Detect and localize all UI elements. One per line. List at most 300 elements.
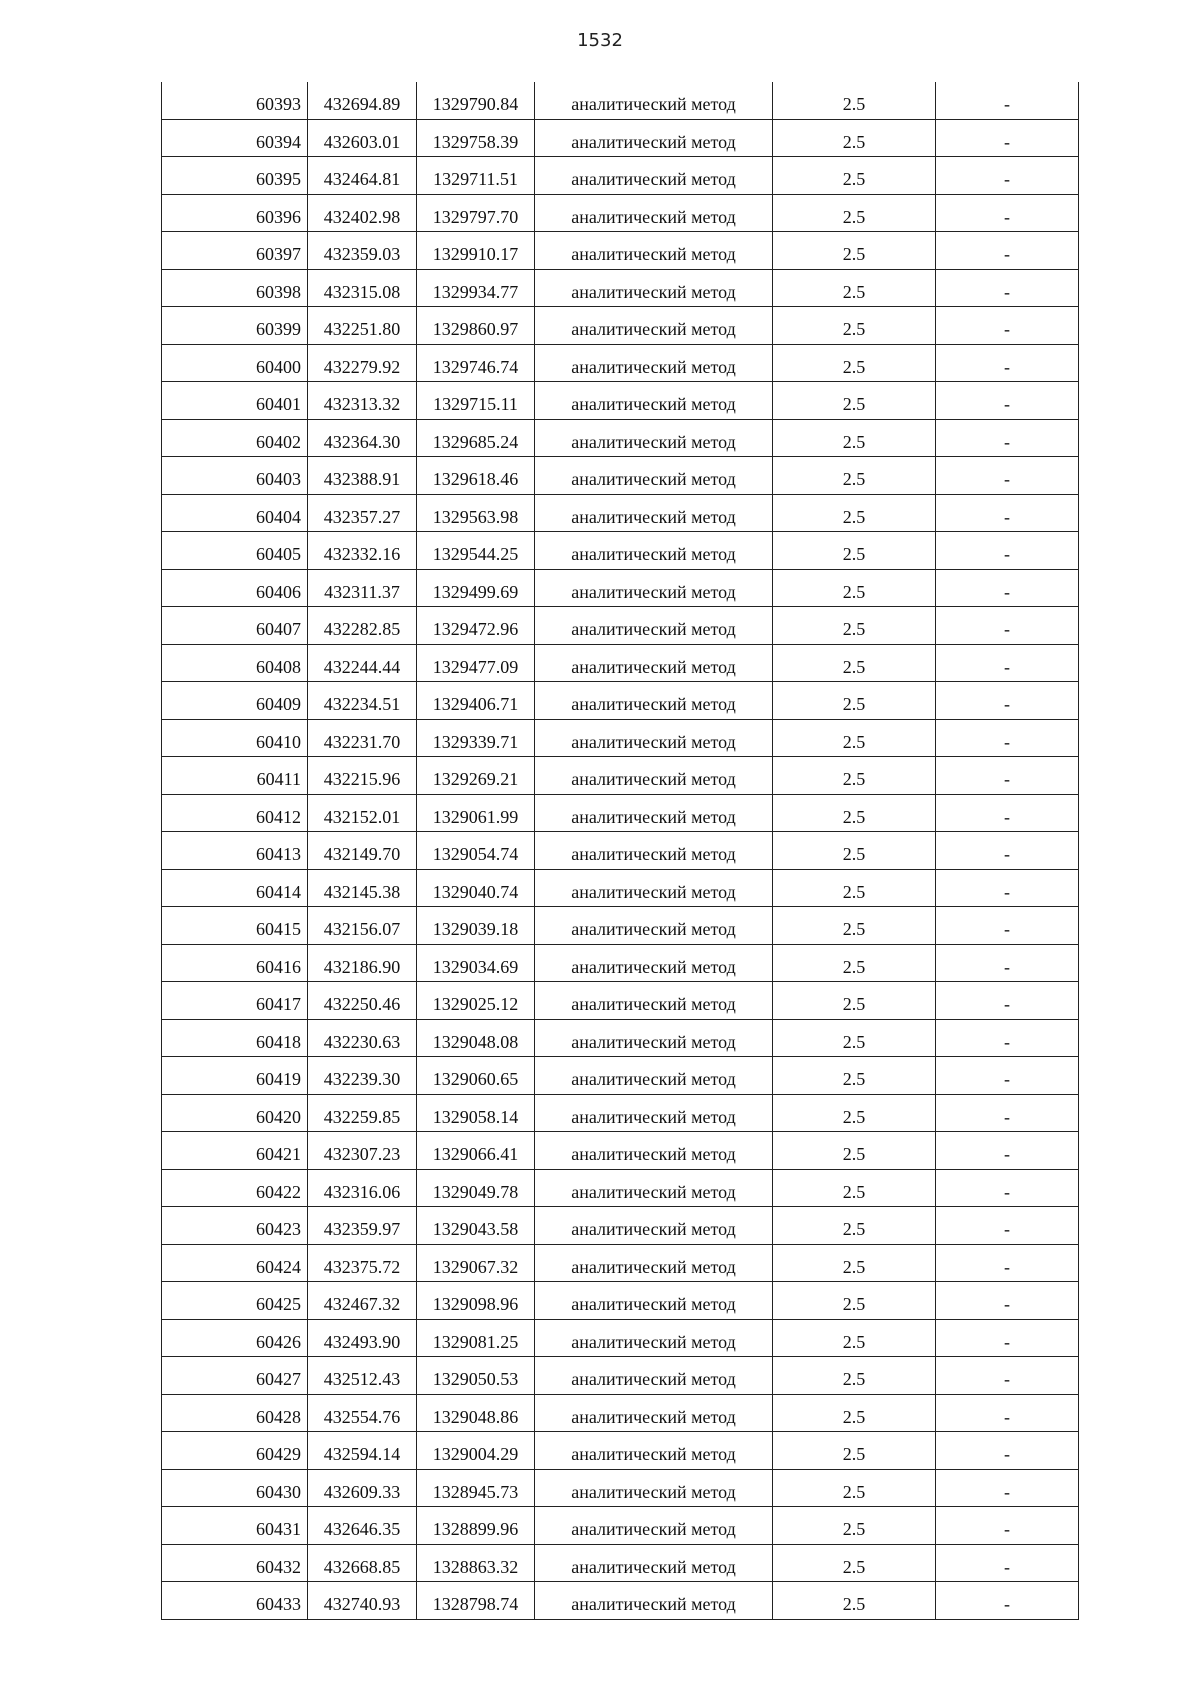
accuracy-cell xyxy=(773,1244,936,1282)
x-coordinate-cell-text: 432554.76 xyxy=(323,1406,401,1427)
point-number-cell-text: 60405 xyxy=(256,544,301,565)
table-row xyxy=(162,1282,1079,1320)
note-cell-text: - xyxy=(1004,206,1010,227)
method-cell-text: аналитический метод xyxy=(571,1519,736,1540)
x-coordinate-cell-text: 432609.33 xyxy=(323,1481,401,1502)
y-coordinate-cell-text: 1329715.11 xyxy=(433,394,518,415)
method-cell xyxy=(535,1357,773,1395)
note-cell-text: - xyxy=(1004,1181,1010,1202)
method-cell xyxy=(535,1282,773,1320)
note-cell-text: - xyxy=(1004,1031,1010,1052)
x-coordinate-cell xyxy=(308,1319,417,1357)
y-coordinate-cell xyxy=(417,232,535,270)
point-number-cell-text: 60414 xyxy=(256,881,301,902)
note-cell-text: - xyxy=(1004,806,1010,827)
note-cell-text: - xyxy=(1004,1556,1010,1577)
method-cell xyxy=(535,569,773,607)
y-coordinate-cell xyxy=(417,1582,535,1620)
x-coordinate-cell-text: 432332.16 xyxy=(323,544,401,565)
x-coordinate-cell xyxy=(308,682,417,720)
y-coordinate-cell-text: 1329058.14 xyxy=(432,1106,519,1127)
note-cell-text: - xyxy=(1004,394,1010,415)
y-coordinate-cell-text: 1329499.69 xyxy=(432,581,519,602)
point-number-cell-text: 60407 xyxy=(256,619,301,640)
method-cell xyxy=(535,1019,773,1057)
accuracy-cell xyxy=(773,1057,936,1095)
accuracy-cell xyxy=(773,869,936,907)
y-coordinate-cell xyxy=(417,794,535,832)
point-number-cell-text: 60393 xyxy=(256,94,301,115)
x-coordinate-cell xyxy=(308,1094,417,1132)
x-coordinate-cell-text: 432316.06 xyxy=(323,1181,401,1202)
note-cell xyxy=(936,682,1079,720)
method-cell xyxy=(535,382,773,420)
accuracy-cell xyxy=(773,1544,936,1582)
x-coordinate-cell-text: 432145.38 xyxy=(323,881,401,902)
method-cell-text: аналитический метод xyxy=(571,844,736,865)
note-cell-text: - xyxy=(1004,844,1010,865)
method-cell xyxy=(535,307,773,345)
x-coordinate-cell-text: 432231.70 xyxy=(323,731,401,752)
method-cell xyxy=(535,1544,773,1582)
note-cell-text: - xyxy=(1004,1331,1010,1352)
point-number-cell xyxy=(162,1507,308,1545)
point-number-cell-text: 60406 xyxy=(256,581,301,602)
table-row xyxy=(162,757,1079,795)
x-coordinate-cell xyxy=(308,1244,417,1282)
accuracy-cell-text: 2.5 xyxy=(842,994,866,1015)
accuracy-cell-text: 2.5 xyxy=(842,731,866,752)
table-row xyxy=(162,82,1079,119)
y-coordinate-cell xyxy=(417,1319,535,1357)
x-coordinate-cell xyxy=(308,232,417,270)
method-cell xyxy=(535,82,773,119)
x-coordinate-cell xyxy=(308,1357,417,1395)
point-number-cell xyxy=(162,1132,308,1170)
y-coordinate-cell xyxy=(417,982,535,1020)
accuracy-cell-text: 2.5 xyxy=(842,656,866,677)
x-coordinate-cell xyxy=(308,419,417,457)
x-coordinate-cell-text: 432594.14 xyxy=(323,1444,401,1465)
accuracy-cell xyxy=(773,82,936,119)
method-cell-text: аналитический метод xyxy=(571,881,736,902)
method-cell xyxy=(535,269,773,307)
y-coordinate-cell-text: 1329860.97 xyxy=(432,319,519,340)
y-coordinate-cell-text: 1329043.58 xyxy=(432,1219,519,1240)
y-coordinate-cell-text: 1329004.29 xyxy=(432,1444,519,1465)
point-number-cell xyxy=(162,494,308,532)
note-cell xyxy=(936,1394,1079,1432)
point-number-cell-text: 60400 xyxy=(256,356,301,377)
note-cell-text: - xyxy=(1004,1594,1010,1615)
method-cell xyxy=(535,1094,773,1132)
x-coordinate-cell-text: 432313.32 xyxy=(323,394,401,415)
method-cell-text: аналитический метод xyxy=(571,281,736,302)
y-coordinate-cell-text: 1328945.73 xyxy=(432,1481,519,1502)
note-cell xyxy=(936,532,1079,570)
note-cell xyxy=(936,1544,1079,1582)
accuracy-cell-text: 2.5 xyxy=(842,244,866,265)
point-number-cell xyxy=(162,194,308,232)
x-coordinate-cell-text: 432152.01 xyxy=(323,806,401,827)
method-cell-text: аналитический метод xyxy=(571,1444,736,1465)
method-cell-text: аналитический метод xyxy=(571,1369,736,1390)
x-coordinate-cell xyxy=(308,1169,417,1207)
accuracy-cell xyxy=(773,1207,936,1245)
accuracy-cell xyxy=(773,1469,936,1507)
table-row xyxy=(162,1582,1079,1620)
note-cell-text: - xyxy=(1004,1106,1010,1127)
method-cell-text: аналитический метод xyxy=(571,206,736,227)
point-number-cell xyxy=(162,907,308,945)
point-number-cell-text: 60412 xyxy=(256,806,301,827)
table-row xyxy=(162,569,1079,607)
accuracy-cell xyxy=(773,1169,936,1207)
y-coordinate-cell xyxy=(417,682,535,720)
method-cell xyxy=(535,1057,773,1095)
point-number-cell-text: 60424 xyxy=(256,1256,301,1277)
point-number-cell-text: 60404 xyxy=(256,506,301,527)
x-coordinate-cell xyxy=(308,457,417,495)
y-coordinate-cell-text: 1329797.70 xyxy=(432,206,519,227)
x-coordinate-cell xyxy=(308,607,417,645)
point-number-cell xyxy=(162,157,308,195)
accuracy-cell xyxy=(773,1132,936,1170)
point-number-cell xyxy=(162,1169,308,1207)
x-coordinate-cell xyxy=(308,1507,417,1545)
note-cell xyxy=(936,1582,1079,1620)
y-coordinate-cell xyxy=(417,1282,535,1320)
x-coordinate-cell-text: 432282.85 xyxy=(323,619,401,640)
x-coordinate-cell-text: 432230.63 xyxy=(323,1031,401,1052)
note-cell-text: - xyxy=(1004,544,1010,565)
point-number-cell xyxy=(162,1207,308,1245)
x-coordinate-cell-text: 432512.43 xyxy=(323,1369,401,1390)
y-coordinate-cell-text: 1329563.98 xyxy=(432,506,519,527)
note-cell xyxy=(936,607,1079,645)
point-number-cell xyxy=(162,457,308,495)
point-number-cell-text: 60433 xyxy=(256,1594,301,1615)
y-coordinate-cell-text: 1329544.25 xyxy=(432,544,519,565)
point-number-cell xyxy=(162,1357,308,1395)
x-coordinate-cell-text: 432234.51 xyxy=(323,694,401,715)
accuracy-cell-text: 2.5 xyxy=(842,1444,866,1465)
method-cell xyxy=(535,682,773,720)
y-coordinate-cell xyxy=(417,1094,535,1132)
note-cell-text: - xyxy=(1004,619,1010,640)
note-cell-text: - xyxy=(1004,1369,1010,1390)
x-coordinate-cell xyxy=(308,757,417,795)
method-cell xyxy=(535,494,773,532)
table-row xyxy=(162,1019,1079,1057)
y-coordinate-cell-text: 1329790.84 xyxy=(432,94,519,115)
method-cell-text: аналитический метод xyxy=(571,169,736,190)
accuracy-cell-text: 2.5 xyxy=(842,1481,866,1502)
point-number-cell xyxy=(162,682,308,720)
method-cell-text: аналитический метод xyxy=(571,619,736,640)
note-cell-text: - xyxy=(1004,169,1010,190)
point-number-cell xyxy=(162,569,308,607)
table-body xyxy=(162,82,1079,1619)
y-coordinate-cell xyxy=(417,269,535,307)
note-cell-text: - xyxy=(1004,769,1010,790)
note-cell xyxy=(936,1132,1079,1170)
x-coordinate-cell xyxy=(308,1207,417,1245)
y-coordinate-cell xyxy=(417,1469,535,1507)
method-cell xyxy=(535,1582,773,1620)
y-coordinate-cell xyxy=(417,1169,535,1207)
y-coordinate-cell-text: 1329711.51 xyxy=(433,169,518,190)
note-cell-text: - xyxy=(1004,281,1010,302)
point-number-cell xyxy=(162,382,308,420)
note-cell xyxy=(936,232,1079,270)
x-coordinate-cell-text: 432244.44 xyxy=(323,656,401,677)
table-row xyxy=(162,719,1079,757)
method-cell-text: аналитический метод xyxy=(571,806,736,827)
method-cell xyxy=(535,1394,773,1432)
table-row xyxy=(162,982,1079,1020)
note-cell xyxy=(936,307,1079,345)
accuracy-cell xyxy=(773,344,936,382)
y-coordinate-cell xyxy=(417,157,535,195)
point-number-cell xyxy=(162,1282,308,1320)
method-cell xyxy=(535,119,773,157)
method-cell-text: аналитический метод xyxy=(571,94,736,115)
table-row xyxy=(162,644,1079,682)
note-cell-text: - xyxy=(1004,356,1010,377)
y-coordinate-cell-text: 1329098.96 xyxy=(432,1294,519,1315)
y-coordinate-cell xyxy=(417,1019,535,1057)
coordinates-table xyxy=(161,82,1079,1620)
table-row xyxy=(162,194,1079,232)
x-coordinate-cell-text: 432388.91 xyxy=(323,469,401,490)
method-cell-text: аналитический метод xyxy=(571,1331,736,1352)
accuracy-cell-text: 2.5 xyxy=(842,1331,866,1352)
method-cell-text: аналитический метод xyxy=(571,1256,736,1277)
table-row xyxy=(162,869,1079,907)
point-number-cell xyxy=(162,832,308,870)
x-coordinate-cell xyxy=(308,532,417,570)
point-number-cell-text: 60396 xyxy=(256,206,301,227)
accuracy-cell-text: 2.5 xyxy=(842,1519,866,1540)
accuracy-cell-text: 2.5 xyxy=(842,881,866,902)
accuracy-cell xyxy=(773,832,936,870)
x-coordinate-cell-text: 432250.46 xyxy=(323,994,401,1015)
method-cell-text: аналитический метод xyxy=(571,1556,736,1577)
point-number-cell-text: 60395 xyxy=(256,169,301,190)
accuracy-cell xyxy=(773,569,936,607)
point-number-cell xyxy=(162,269,308,307)
point-number-cell-text: 60399 xyxy=(256,319,301,340)
point-number-cell-text: 60429 xyxy=(256,1444,301,1465)
x-coordinate-cell-text: 432464.81 xyxy=(323,169,401,190)
accuracy-cell-text: 2.5 xyxy=(842,206,866,227)
note-cell-text: - xyxy=(1004,919,1010,940)
table-row xyxy=(162,1319,1079,1357)
y-coordinate-cell xyxy=(417,719,535,757)
y-coordinate-cell-text: 1329339.71 xyxy=(432,731,519,752)
point-number-cell xyxy=(162,1019,308,1057)
point-number-cell-text: 60432 xyxy=(256,1556,301,1577)
y-coordinate-cell xyxy=(417,1357,535,1395)
x-coordinate-cell-text: 432279.92 xyxy=(323,356,401,377)
x-coordinate-cell-text: 432259.85 xyxy=(323,1106,401,1127)
y-coordinate-cell-text: 1329758.39 xyxy=(432,131,519,152)
x-coordinate-cell xyxy=(308,1394,417,1432)
note-cell xyxy=(936,869,1079,907)
point-number-cell xyxy=(162,757,308,795)
table-row xyxy=(162,682,1079,720)
x-coordinate-cell-text: 432357.27 xyxy=(323,506,401,527)
point-number-cell-text: 60426 xyxy=(256,1331,301,1352)
table-row xyxy=(162,1094,1079,1132)
x-coordinate-cell-text: 432186.90 xyxy=(323,956,401,977)
accuracy-cell xyxy=(773,682,936,720)
y-coordinate-cell xyxy=(417,419,535,457)
note-cell-text: - xyxy=(1004,1519,1010,1540)
y-coordinate-cell xyxy=(417,344,535,382)
note-cell-text: - xyxy=(1004,1444,1010,1465)
point-number-cell-text: 60411 xyxy=(256,769,301,790)
method-cell xyxy=(535,982,773,1020)
point-number-cell-text: 60401 xyxy=(256,394,301,415)
accuracy-cell xyxy=(773,119,936,157)
accuracy-cell xyxy=(773,1507,936,1545)
x-coordinate-cell-text: 432359.03 xyxy=(323,244,401,265)
method-cell xyxy=(535,1507,773,1545)
table-row xyxy=(162,232,1079,270)
method-cell-text: аналитический метод xyxy=(571,319,736,340)
x-coordinate-cell xyxy=(308,494,417,532)
method-cell-text: аналитический метод xyxy=(571,1181,736,1202)
table-row xyxy=(162,794,1079,832)
accuracy-cell xyxy=(773,269,936,307)
note-cell xyxy=(936,382,1079,420)
accuracy-cell-text: 2.5 xyxy=(842,769,866,790)
method-cell-text: аналитический метод xyxy=(571,769,736,790)
point-number-cell xyxy=(162,82,308,119)
y-coordinate-cell-text: 1329054.74 xyxy=(432,844,519,865)
accuracy-cell xyxy=(773,1582,936,1620)
accuracy-cell-text: 2.5 xyxy=(842,694,866,715)
note-cell xyxy=(936,1057,1079,1095)
y-coordinate-cell-text: 1329067.32 xyxy=(432,1256,519,1277)
x-coordinate-cell-text: 432603.01 xyxy=(323,131,401,152)
x-coordinate-cell-text: 432375.72 xyxy=(323,1256,401,1277)
x-coordinate-cell xyxy=(308,1132,417,1170)
point-number-cell xyxy=(162,1582,308,1620)
method-cell-text: аналитический метод xyxy=(571,506,736,527)
note-cell xyxy=(936,82,1079,119)
x-coordinate-cell xyxy=(308,569,417,607)
accuracy-cell xyxy=(773,907,936,945)
point-number-cell-text: 60423 xyxy=(256,1219,301,1240)
note-cell xyxy=(936,1207,1079,1245)
table-row xyxy=(162,607,1079,645)
y-coordinate-cell-text: 1329049.78 xyxy=(432,1181,519,1202)
point-number-cell-text: 60409 xyxy=(256,694,301,715)
page-number: 1532 xyxy=(577,30,623,51)
y-coordinate-cell xyxy=(417,1394,535,1432)
x-coordinate-cell xyxy=(308,1582,417,1620)
method-cell xyxy=(535,607,773,645)
method-cell xyxy=(535,1432,773,1470)
y-coordinate-cell xyxy=(417,382,535,420)
note-cell-text: - xyxy=(1004,431,1010,452)
method-cell-text: аналитический метод xyxy=(571,694,736,715)
method-cell xyxy=(535,532,773,570)
point-number-cell-text: 60425 xyxy=(256,1294,301,1315)
point-number-cell-text: 60421 xyxy=(256,1144,301,1165)
method-cell xyxy=(535,944,773,982)
method-cell-text: аналитический метод xyxy=(571,1144,736,1165)
y-coordinate-cell-text: 1329685.24 xyxy=(432,431,519,452)
y-coordinate-cell xyxy=(417,1544,535,1582)
accuracy-cell xyxy=(773,157,936,195)
method-cell xyxy=(535,757,773,795)
accuracy-cell-text: 2.5 xyxy=(842,1556,866,1577)
x-coordinate-cell-text: 432694.89 xyxy=(323,94,401,115)
method-cell-text: аналитический метод xyxy=(571,469,736,490)
note-cell-text: - xyxy=(1004,994,1010,1015)
method-cell-text: аналитический метод xyxy=(571,1294,736,1315)
note-cell xyxy=(936,1094,1079,1132)
point-number-cell xyxy=(162,607,308,645)
note-cell xyxy=(936,269,1079,307)
x-coordinate-cell-text: 432311.37 xyxy=(324,581,400,602)
y-coordinate-cell xyxy=(417,457,535,495)
accuracy-cell xyxy=(773,1357,936,1395)
point-number-cell xyxy=(162,532,308,570)
table-row xyxy=(162,382,1079,420)
note-cell-text: - xyxy=(1004,1294,1010,1315)
y-coordinate-cell xyxy=(417,607,535,645)
y-coordinate-cell-text: 1329048.08 xyxy=(432,1031,519,1052)
note-cell xyxy=(936,832,1079,870)
method-cell xyxy=(535,157,773,195)
x-coordinate-cell xyxy=(308,794,417,832)
x-coordinate-cell xyxy=(308,269,417,307)
y-coordinate-cell xyxy=(417,532,535,570)
point-number-cell-text: 60415 xyxy=(256,919,301,940)
x-coordinate-cell-text: 432239.30 xyxy=(323,1069,401,1090)
y-coordinate-cell-text: 1329039.18 xyxy=(432,919,519,940)
method-cell-text: аналитический метод xyxy=(571,956,736,977)
point-number-cell-text: 60397 xyxy=(256,244,301,265)
point-number-cell-text: 60413 xyxy=(256,844,301,865)
method-cell-text: аналитический метод xyxy=(571,1594,736,1615)
x-coordinate-cell xyxy=(308,1019,417,1057)
accuracy-cell-text: 2.5 xyxy=(842,806,866,827)
x-coordinate-cell xyxy=(308,869,417,907)
accuracy-cell-text: 2.5 xyxy=(842,1144,866,1165)
point-number-cell-text: 60422 xyxy=(256,1181,301,1202)
accuracy-cell-text: 2.5 xyxy=(842,919,866,940)
note-cell-text: - xyxy=(1004,469,1010,490)
note-cell-text: - xyxy=(1004,656,1010,677)
y-coordinate-cell-text: 1328863.32 xyxy=(432,1556,519,1577)
point-number-cell-text: 60431 xyxy=(256,1519,301,1540)
y-coordinate-cell-text: 1329048.86 xyxy=(432,1406,519,1427)
y-coordinate-cell-text: 1329269.21 xyxy=(432,769,519,790)
note-cell-text: - xyxy=(1004,319,1010,340)
point-number-cell xyxy=(162,1394,308,1432)
point-number-cell xyxy=(162,1057,308,1095)
x-coordinate-cell xyxy=(308,1544,417,1582)
x-coordinate-cell xyxy=(308,307,417,345)
method-cell xyxy=(535,644,773,682)
table-row xyxy=(162,532,1079,570)
